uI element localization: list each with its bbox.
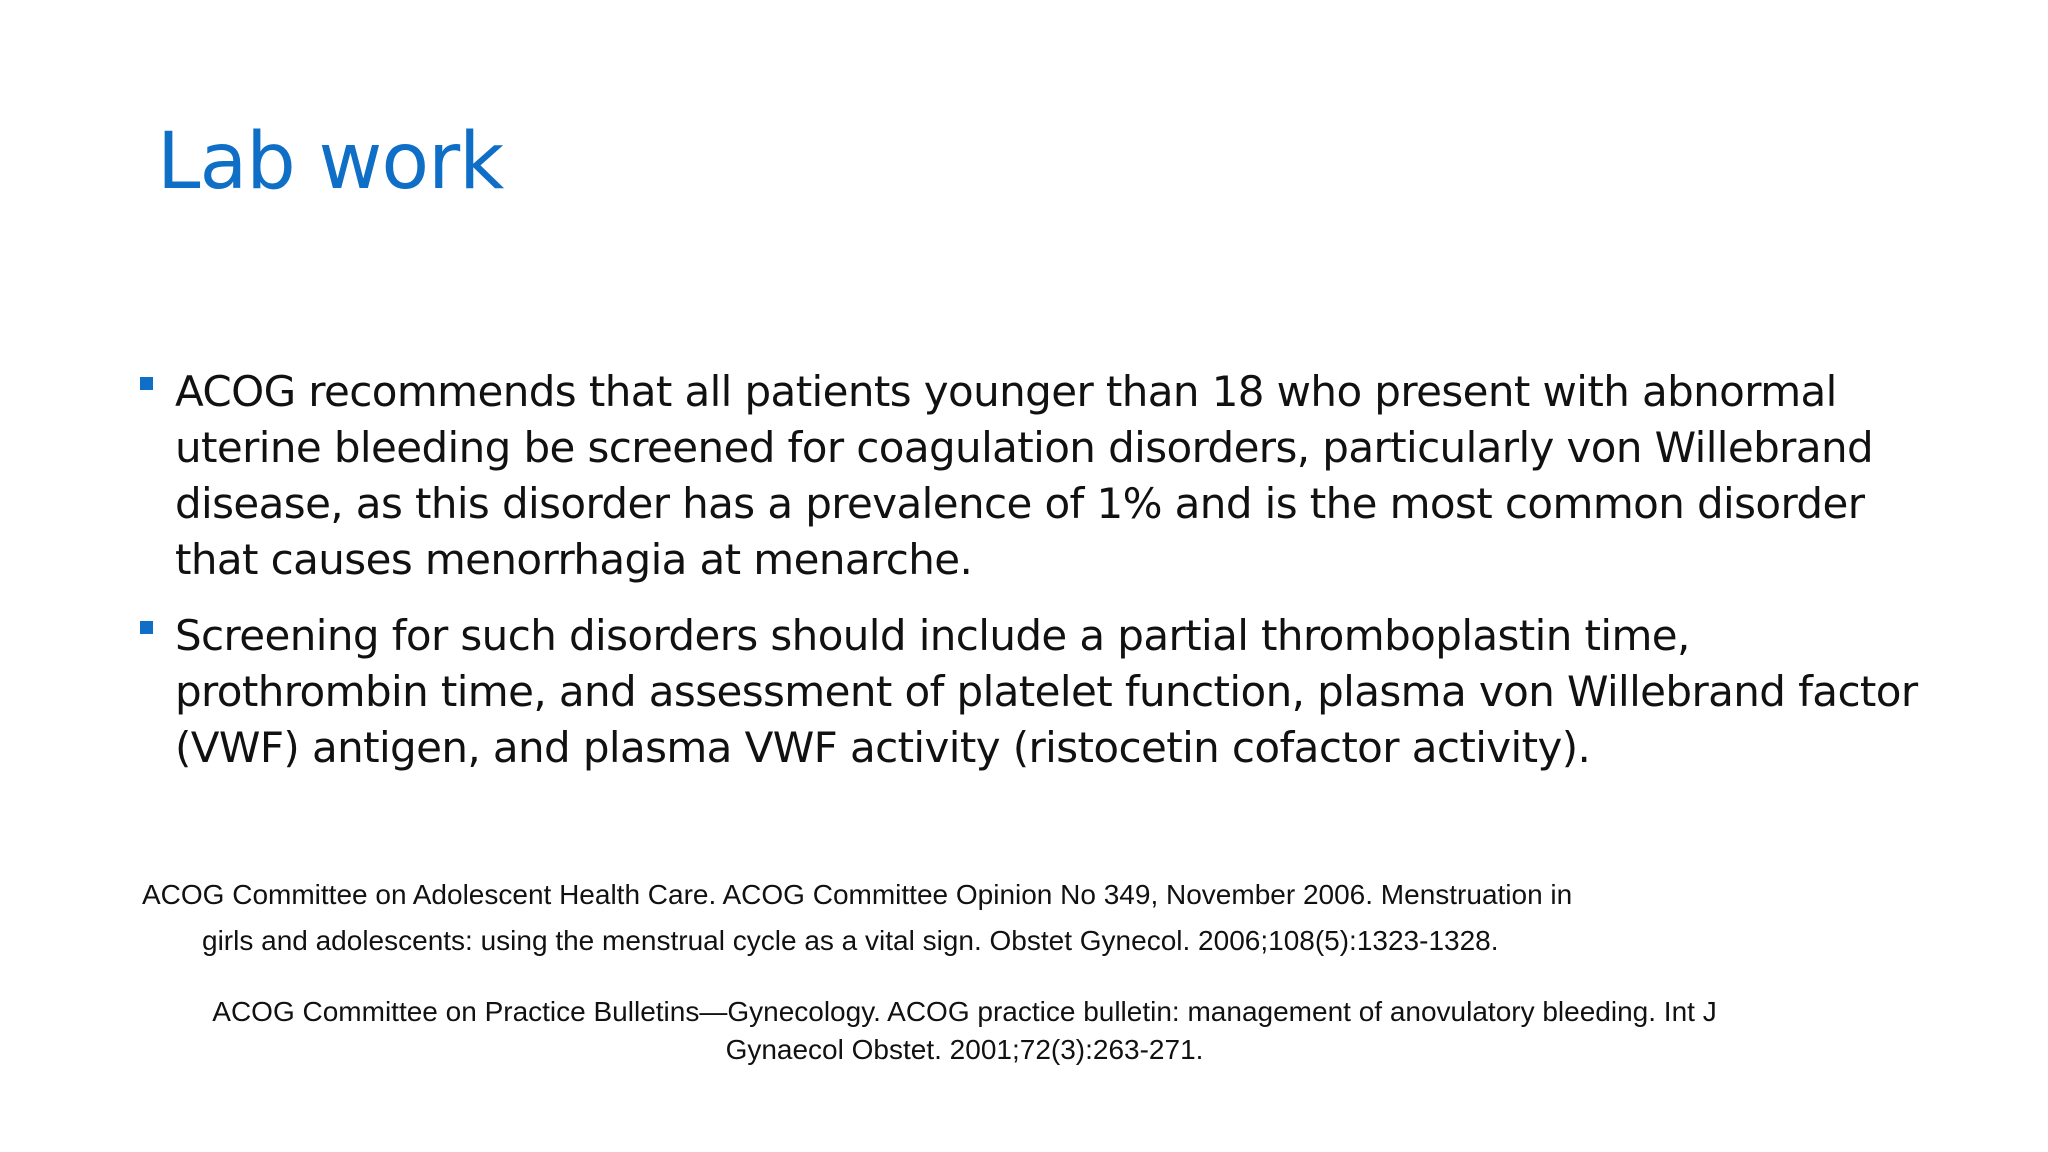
reference-line: ACOG Committee on Adolescent Health Care. ACOG Committee Opinion No 349, November 2006. Menstruation in — [142, 879, 1573, 910]
bullet-list — [138, 364, 1918, 796]
slide-title: Lab work — [157, 117, 504, 207]
square-bullet-icon — [140, 621, 153, 634]
bullet-text: Screening for such disorders should include a partial thromboplastin time, prothrombin time, and assessment of platelet function, plasma von Willebrand factor (VWF) antigen, and plasma VWF activity (ristocetin cofactor activity). — [175, 611, 1918, 772]
bullet-text: ACOG recommends that all patients younger than 18 who present with abnormal uterine bleeding be screened for coagulation disorders, particularly von Willebrand disease, as this disorder has a prevalence of 1% and is the most common disorder that causes menorrhagia at menarche. — [175, 367, 1874, 584]
reference-1 — [142, 872, 1572, 964]
bullet-item — [138, 608, 1918, 776]
square-bullet-icon — [140, 377, 153, 390]
reference-line: ACOG Committee on Practice Bulletins—Gynecology. ACOG practice bulletin: management of anovulatory bleeding. Int J — [212, 996, 1717, 1027]
reference-line: Gynaecol Obstet. 2001;72(3):263-271. — [725, 1034, 1204, 1065]
bullet-item — [138, 364, 1918, 588]
reference-2 — [0, 993, 1929, 1069]
reference-line: girls and adolescents: using the menstrual cycle as a vital sign. Obstet Gynecol. 2006;108(5):1323-1328. — [202, 925, 1499, 956]
